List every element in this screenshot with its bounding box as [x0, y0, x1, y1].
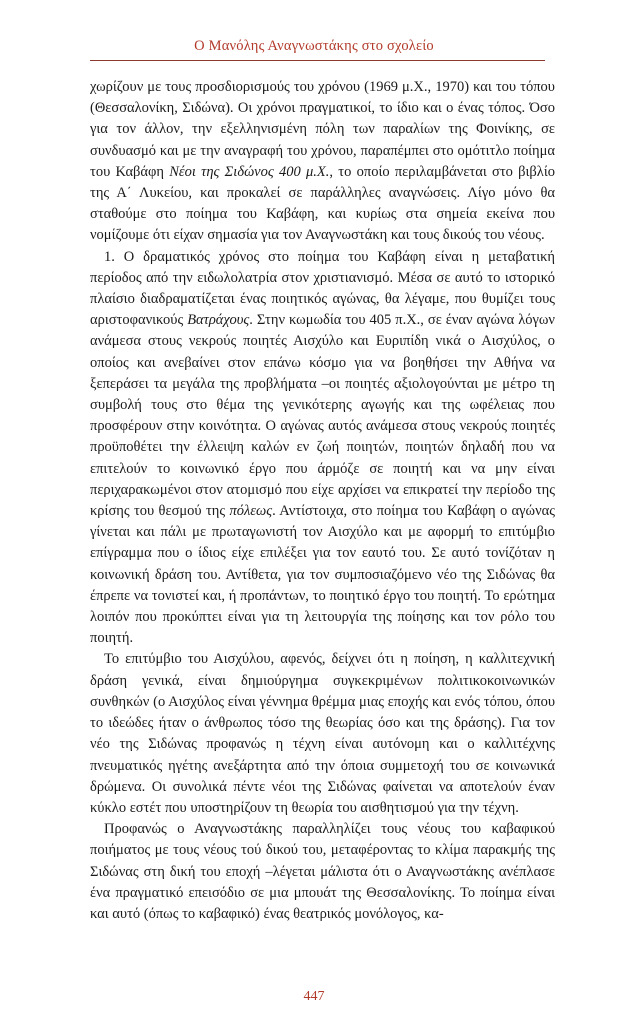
paragraph: [90, 247, 555, 650]
paragraph-text: Προφανώς ο Αναγνωστάκης παραλληλίζει τους νέους του καβαφικού ποιήματος με τους νέους τού δικού του, μεταφέροντας το κλίμα παρακμής της Σιδώνας στη δική του εποχή –λέγεται μάλιστα ότι ο Αναγνωστάκης ανέπλασε ένα πραγματικό επεισόδιο σε μια μπουάτ της Θεσσαλονίκης. Το ποίημα είναι και αυτό (όπως το καβαφικό) ένας θεατρικός μονόλογος, κα-: [90, 821, 555, 922]
italic-title-text: Βατράχους: [187, 312, 250, 329]
running-header: Ο Μανόλης Αναγνωστάκης στο σχολείο: [194, 38, 434, 54]
body-text: [90, 77, 555, 925]
paragraph: [90, 649, 555, 819]
paragraph-text: χωρίζουν με τους προσδιορισμούς του χρόνου (1969 μ.Χ., 1970) και του τόπου (Θεσσαλονίκη, Σιδώνα). Οι χρόνοι πραγματικοί, το ίδιο και ο ένας τόπος. Όσο για τον άλλον, την εξελληνισμένη πόλη των παραλίων της Φοινίκης, σε συνδυασμό και με την αναγραφή του χρόνου, παραπέμπει στο ομότιτλο ποίημα του Καβάφη: [90, 79, 555, 180]
paragraph-text: . Αντίστοιχα, στο ποίημα του Καβάφη ο αγώνας γίνεται και πάλι με πρωταγωνιστή τον Αισχύλο και με αφορμή το επιτύμβιο επίγραμμα που ο ίδιος είχε επιλέξει για τον εαυτό του. Σε αυτό τονίζόταν η κοινωνική δράση του. Αντίθετα, για τον συμποσιαζόμενο νέο της Σιδώνας θα έπρεπε να τονιστεί και, ή προπάντων, το ποιητικό έργο του ποιητή. Το ερώτημα λοιπόν που προκύπτει είναι για τη λειτουργία της ποίησης και τον ρόλο του ποιητή.: [90, 503, 555, 647]
paragraph-text: . Στην κωμωδία του 405 π.Χ., σε έναν αγώνα λόγων ανάμεσα στους νεκρούς ποιητές Αισχύλο και Ευριπίδη νικά ο Αισχύλος, ο οποίος και ανεβαίνει στον επάνω κόσμο για να βοηθήσει την Αθήνα να ξεπεράσει τα μεγάλα της προβλήματα –οι ποιητές αξιολογούνται με μέτρο τη συμβολή τους στο θέμα της γενικότερης αγωγής και της ωφέλειας που προσφέρουν στην κοινότητα. Ο αγώνας αυτός ανάμεσα στους νεκρούς ποιητές προϋποθέτει την έλλειψη καλών εν ζωή ποιητών, ποιητών δηλαδή που να επιτελούν το κοινωνικό έργο που άρμόζε σε ποιητή και να μην είναι περιχαρακωμένοι στον ατομισμό που είχε αρχίσει να επικρατεί την περίοδο της κρίσης του θεσμού της: [90, 312, 555, 520]
page-number: 447: [303, 989, 325, 1004]
paragraph: [90, 819, 555, 925]
paragraph-text: , το οποίο περιλαμβάνεται στο βιβλίο της Α΄ Λυκείου, και προκαλεί σε παράλληλες αναγνώσεις. Λίγο μόνο θα σταθούμε στο ποίημα του Καβάφη, και κυρίως στα σημεία εκείνα που νομίζουμε ότι είχαν σημασία για τον Αναγνωστάκη και τους δικούς του νέους.: [90, 163, 555, 244]
italic-title-text: Νέοι της Σιδώνος 400 μ.Χ.: [169, 163, 330, 180]
paragraph-text: 1. Ο δραματικός χρόνος στο ποίημα του Καβάφη είναι η μεταβατική περίοδος από την ειδωλολατρία στον χριστιανισμό. Μέσα σε αυτό το ιστορικό πλαίσιο διαδραματίζεται ένας ποιητικός αγώνας, θα λέγαμε, που θυμίζει τους αριστοφανικούς: [90, 248, 555, 329]
header-rule: [90, 60, 545, 61]
paragraph-text: Το επιτύμβιο του Αισχύλου, αφενός, δείχνει ότι η ποίηση, η καλλιτεχνική δράση γενικά, είναι δημιούργημα συγκεκριμένων πολιτικοκοινωνικών συνθηκών (ο Αισχύλος είναι γέννημα θρέμμα μιας εποχής και ενός τόπου, όπου το ιδεώδες ήταν ο άνθρωπος τόσο της θεωρίας όσο και της δράσης). Για τον νέο της Σιδώνας προφανώς η τέχνη είναι αυτόνομη και ο καλλιτέχνης πνευματικός ηγέτης ανεξάρτητα από την όποια συμμετοχή του σε κοινωνικά δρώμενα. Οι συνολικά πέντε νέοι της Σιδώνας φαίνεται να αποτελούν έναν κύκλο εστέτ που υποστηρίζουν τη θεωρία του αισθητισμού για την τέχνη.: [90, 651, 555, 816]
paragraph: [90, 77, 555, 247]
italic-title-text: πόλεως: [229, 503, 273, 520]
